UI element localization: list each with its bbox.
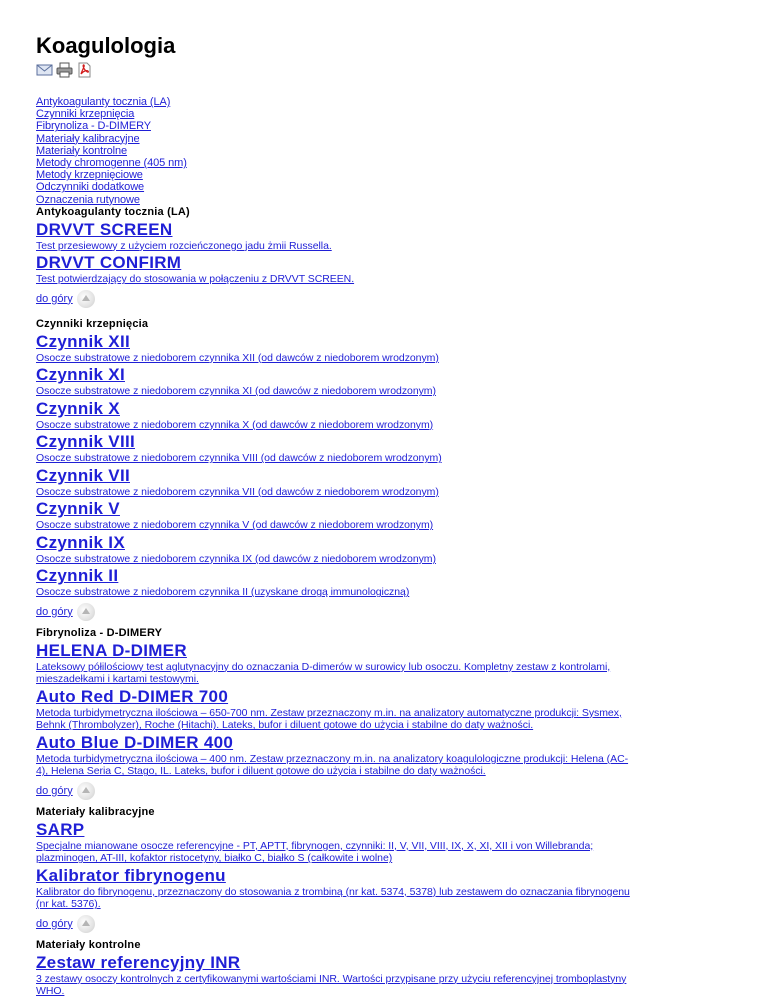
product-desc-link[interactable]: Specjalne mianowane osocze referencyjne - PT, APTT, fibrynogen, czynniki: II, V, VII, VIII, IX, X, XI, XII i von Willebranda; plazminogen, AT-III, kofaktor ristocetyny, białko C, białko S (całkowite i wolne) (36, 839, 594, 865)
back-to-top-link[interactable]: do góry (36, 292, 73, 305)
section-heading: Fibrynoliza - D-DIMERY (36, 626, 163, 639)
product-desc-link[interactable]: Test potwierdzający do stosowania w połączeniu z DRVVT SCREEN. (36, 273, 355, 286)
back-to-top[interactable] (36, 780, 736, 802)
section-heading: Materiały kontrolne (36, 938, 141, 951)
product-desc-link[interactable]: Osocze substratowe z niedoborem czynnika IX (od dawców z niedoborem wrodzonym) (36, 552, 436, 565)
product-desc-link[interactable]: Osocze substratowe z niedoborem czynnika II (uzyskane drogą immunologiczną) (36, 586, 410, 599)
product-title-link[interactable]: Zestaw referencyjny INR (36, 952, 241, 972)
product-desc-link[interactable]: Osocze substratowe z niedoborem czynnika VII (od dawców z niedoborem wrodzonym) (36, 485, 439, 498)
product-title-link[interactable]: DRVVT CONFIRM (36, 253, 182, 273)
product-desc-link[interactable]: Osocze substratowe z niedoborem czynnika VIII (od dawców z niedoborem wrodzonym) (36, 452, 442, 465)
product-title-link[interactable]: Czynnik XI (36, 365, 125, 385)
arrow-up-icon[interactable] (77, 290, 95, 308)
toc-link[interactable]: Metody krzepnięciowe (36, 169, 143, 182)
product-desc-link[interactable]: Lateksowy półilościowy test aglutynacyjny do oznaczania D-dimerów w surowicy lub osoczu. Kompletny zestaw z kontrolami, mieszadełkami i kartami testowymi. (36, 660, 611, 686)
section-antykoagulanty (36, 206, 736, 310)
print-icon[interactable] (56, 62, 73, 78)
product-desc-link[interactable]: Osocze substratowe z niedoborem czynnika X (od dawców z niedoborem wrodzonym) (36, 418, 434, 431)
document-page (36, 32, 736, 998)
arrow-up-icon[interactable] (77, 915, 95, 933)
product-desc-link[interactable]: Osocze substratowe z niedoborem czynnika V (od dawców z niedoborem wrodzonym) (36, 519, 434, 532)
pdf-icon[interactable] (76, 62, 93, 78)
back-to-top[interactable] (36, 913, 736, 935)
section-heading: Antykoagulanty tocznia (LA) (36, 205, 190, 218)
arrow-up-icon[interactable] (77, 603, 95, 621)
section-heading: Czynniki krzepnięcia (36, 317, 149, 330)
section-czynniki (36, 318, 736, 623)
table-of-contents (36, 96, 736, 206)
back-to-top-link[interactable]: do góry (36, 917, 73, 930)
toc-link[interactable]: Czynniki krzepnięcia (36, 108, 135, 121)
section-fibrynoliza (36, 627, 736, 802)
page-title: Koagulologia (36, 33, 176, 58)
section-kalibracyjne (36, 806, 736, 935)
product-title-link[interactable]: Czynnik VII (36, 465, 130, 485)
product-title-link[interactable]: HELENA D-DIMER (36, 640, 187, 660)
product-title-link[interactable]: Czynnik X (36, 398, 120, 418)
product-desc-link[interactable]: Metoda turbidymetryczna ilościowa – 400 nm. Zestaw przeznaczony m.in. na analizatory koagulologiczne produkcji: Helena (AC-4), Helena Seria C, Stago, IL. Lateks, bufor i diluent gotowe do użycia i stabilne do daty ważności. (36, 752, 629, 778)
arrow-up-icon[interactable] (77, 782, 95, 800)
product-desc-link[interactable]: Osocze substratowe z niedoborem czynnika XI (od dawców z niedoborem wrodzonym) (36, 385, 436, 398)
back-to-top-link[interactable]: do góry (36, 784, 73, 797)
product-title-link[interactable]: Czynnik IX (36, 532, 125, 552)
product-title-link[interactable]: DRVVT SCREEN (36, 219, 173, 239)
toc-link[interactable]: Oznaczenia rutynowe (36, 193, 140, 206)
product-desc-link[interactable]: 3 zestawy osoczy kontrolnych z certyfikowanymi wartościami INR. Wartości przypisane przy użyciu referencyjnej tromboplastyny WHO. (36, 972, 627, 998)
product-desc-link[interactable]: Metoda turbidymetryczna ilościowa – 650-700 nm. Zestaw przeznaczony m.in. na analizatory automatyczne produkcji: Sysmex, Behnk (Thrombolyzer), Roche (Hitachi). Lateks, bufor i diluent gotowe do użycia i stabilne do daty ważności. (36, 706, 622, 732)
product-title-link[interactable]: Czynnik V (36, 499, 120, 519)
toc-link[interactable]: Materiały kalibracyjne (36, 132, 140, 145)
toc-link[interactable]: Metody chromogenne (405 nm) (36, 157, 187, 170)
toc-link[interactable]: Odczynniki dodatkowe (36, 181, 145, 194)
product-title-link[interactable]: Czynnik VIII (36, 432, 136, 452)
toc-link[interactable]: Materiały kontrolne (36, 144, 128, 157)
product-title-link[interactable]: SARP (36, 819, 85, 839)
back-to-top[interactable] (36, 601, 736, 623)
back-to-top[interactable] (36, 288, 736, 310)
product-title-link[interactable]: Auto Blue D-DIMER 400 (36, 732, 234, 752)
product-title-link[interactable]: Auto Red D-DIMER 700 (36, 686, 229, 706)
product-title-link[interactable]: Czynnik II (36, 566, 119, 586)
product-title-link[interactable]: Czynnik XII (36, 331, 130, 351)
back-to-top-link[interactable]: do góry (36, 605, 73, 618)
toc-link[interactable]: Fibrynoliza - D-DIMERY (36, 120, 151, 133)
toc-link[interactable]: Antykoagulanty tocznia (LA) (36, 96, 171, 108)
action-icons (36, 60, 736, 80)
section-kontrolne (36, 939, 736, 998)
product-desc-link[interactable]: Osocze substratowe z niedoborem czynnika XII (od dawców z niedoborem wrodzonym) (36, 351, 439, 364)
product-desc-link[interactable]: Kalibrator do fibrynogenu, przeznaczony do stosowania z trombiną (nr kat. 5374, 5378) lub zestawem do oznaczania fibrynogenu (nr kat. 5376). (36, 885, 630, 911)
email-icon[interactable] (36, 62, 53, 78)
section-heading: Materiały kalibracyjne (36, 805, 155, 818)
product-title-link[interactable]: Kalibrator fibrynogenu (36, 865, 226, 885)
product-desc-link[interactable]: Test przesiewowy z użyciem rozcieńczonego jadu żmii Russella. (36, 239, 332, 252)
